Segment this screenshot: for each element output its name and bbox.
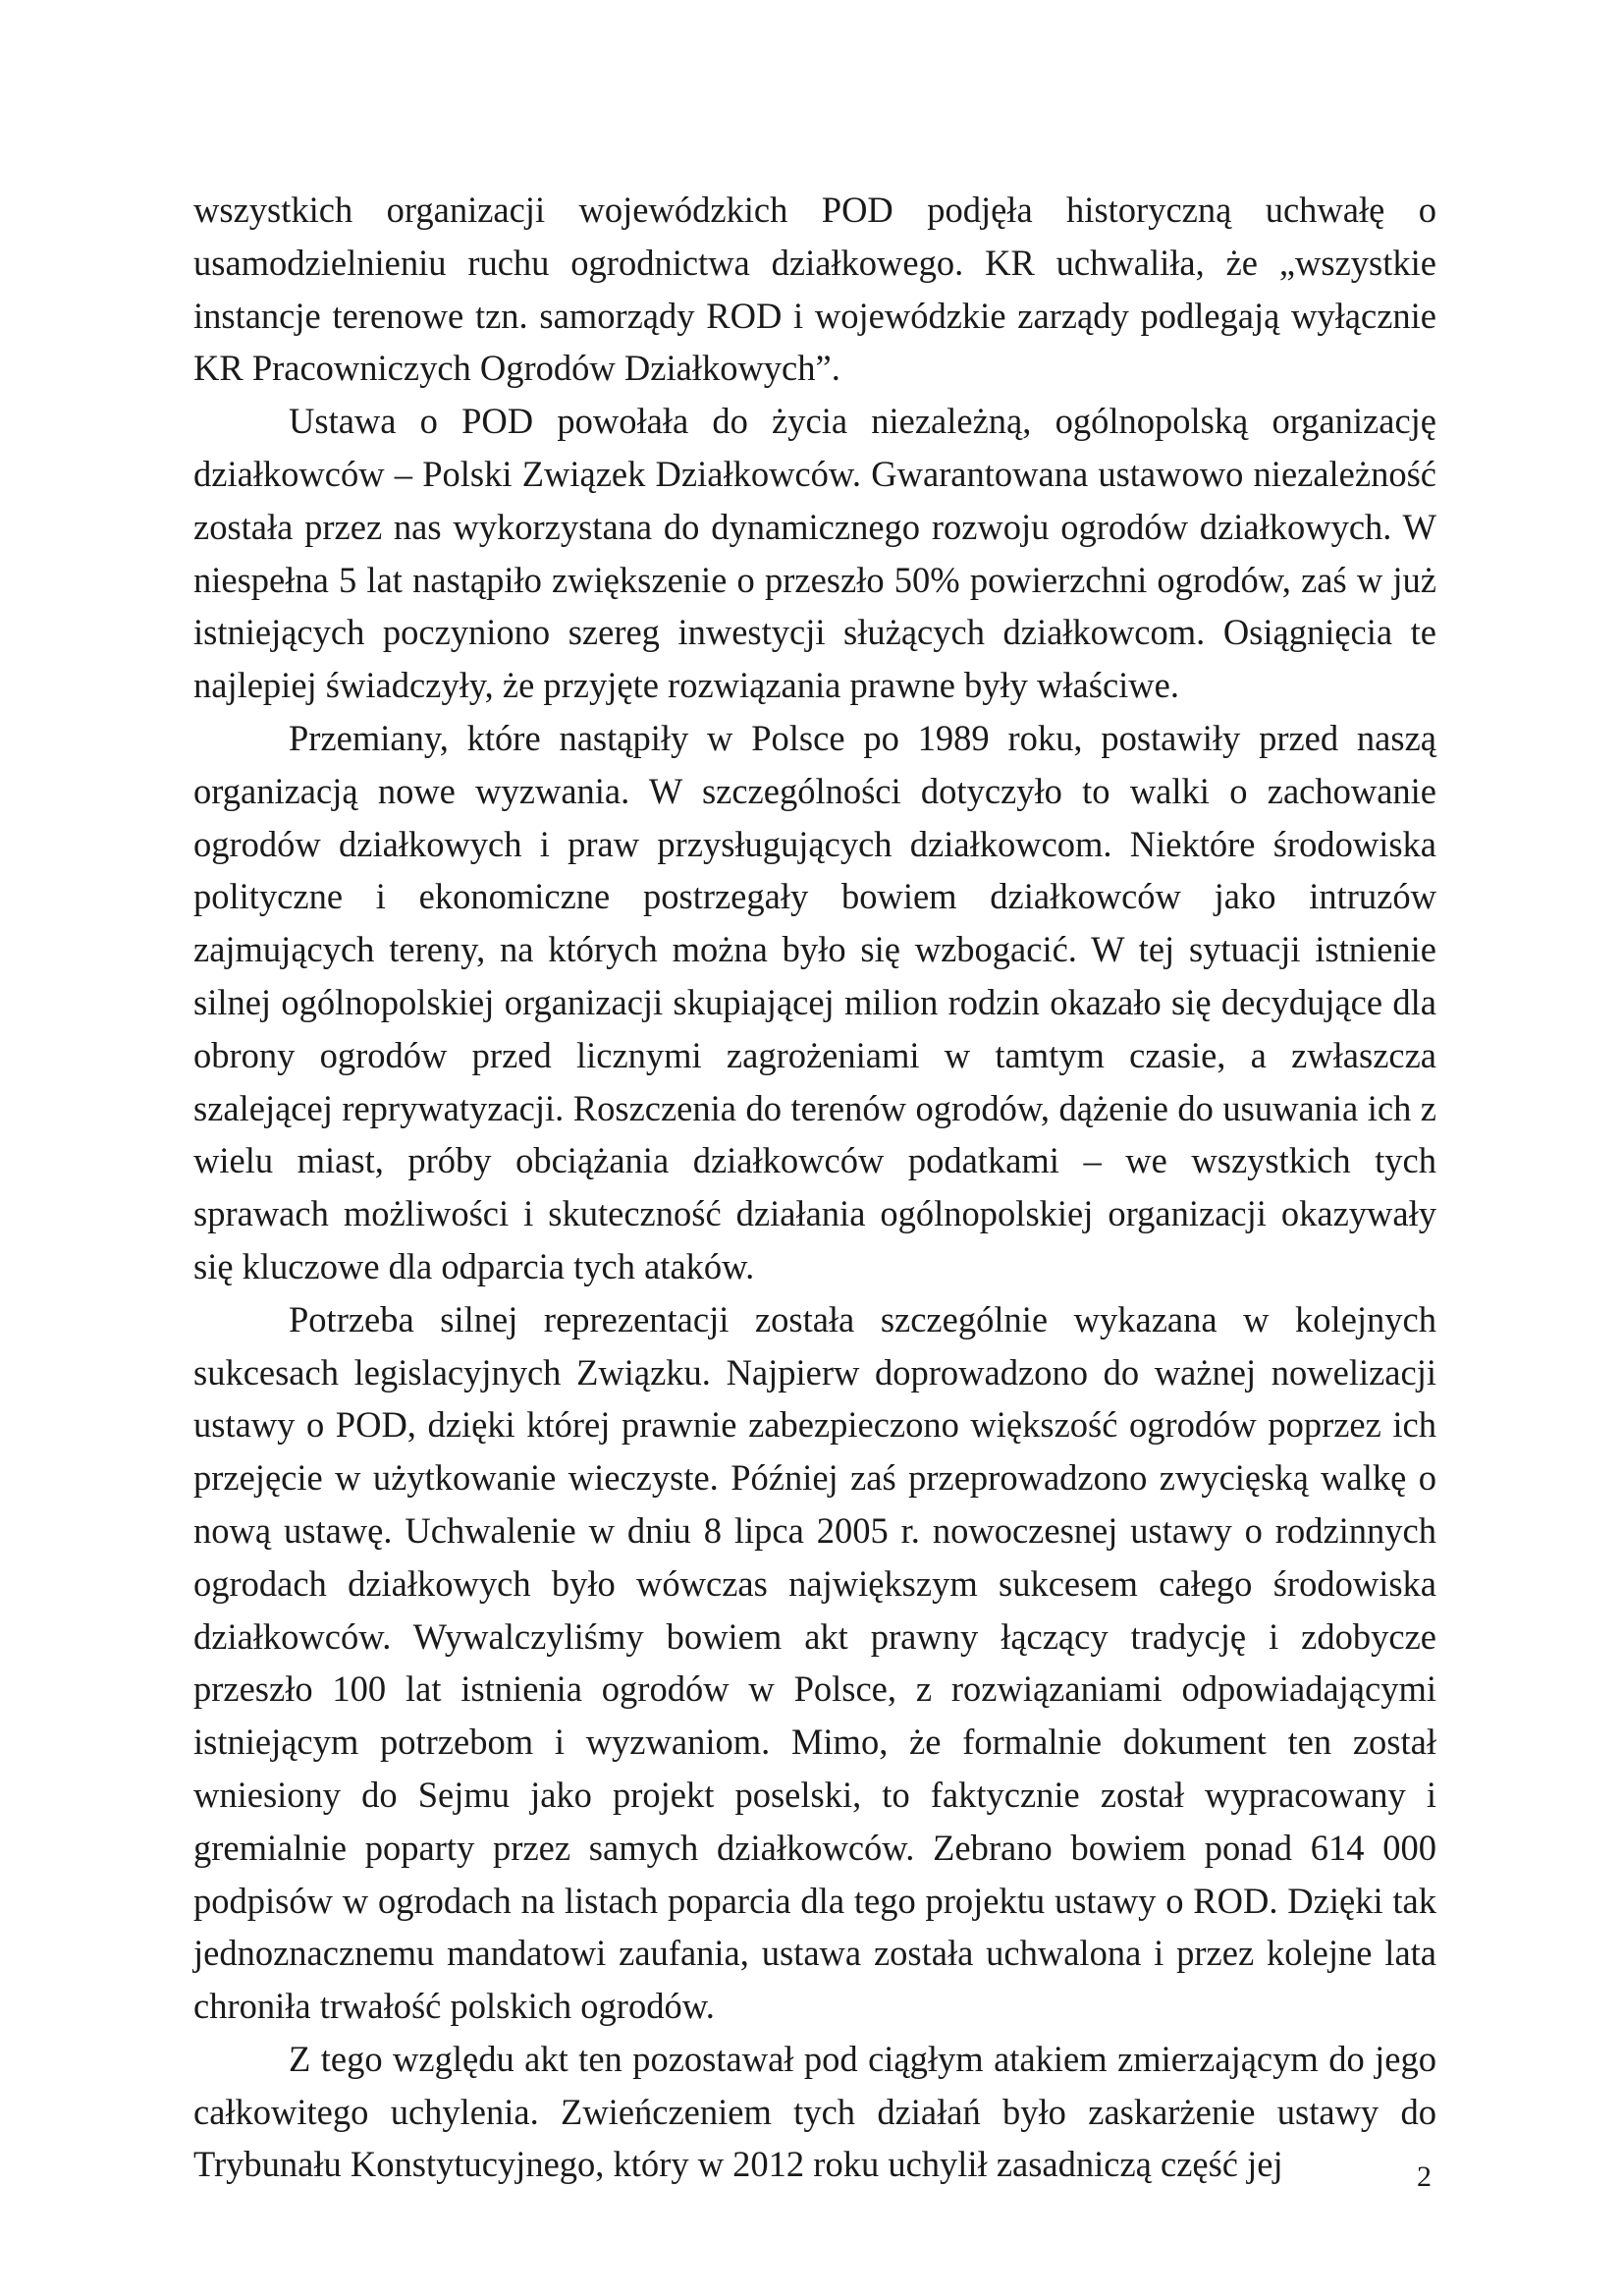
- paragraph-5: Z tego względu akt ten pozostawał pod ciągłym atakiem zmierzającym do jego całkowitego uchylenia. Zwieńczeniem tych działań było zaskarżenie ustawy do Trybunału Konstytucyjnego, który w 2012 roku uchylił zasadniczą część jej: [193, 2038, 1436, 2185]
- page-number: 2: [1417, 2160, 1432, 2193]
- paragraph-2: Ustawa o POD powołała do życia niezależną, ogólnopolską organizację działkowców – Polski Związek Działkowców. Gwarantowana ustawowo niezależność została przez nas wykorzystana do dynamicznego rozwoju ogrodów działkowych. W niespełna 5 lat nastąpiło zwiększenie o przeszło 50% powierzchni ogrodów, zaś w już istniejących poczyniono szereg inwestycji służących działkowcom. Osiągnięcia te najlepiej świadczyły, że przyjęte rozwiązania prawne były właściwe.: [193, 401, 1436, 706]
- paragraph-1: wszystkich organizacji wojewódzkich POD podjęła historyczną uchwałę o usamodzielnieniu ruchu ogrodnictwa działkowego. KR uchwaliła, że „wszystkie instancje terenowe tzn. samorządy ROD i wojewódzkie zarządy podlegają wyłącznie KR Pracowniczych Ogrodów Działkowych”.: [193, 190, 1436, 389]
- paragraph-4: Potrzeba silnej reprezentacji została szczególnie wykazana w kolejnych sukcesach legislacyjnych Związku. Najpierw doprowadzono do ważnej nowelizacji ustawy o POD, dzięki której prawnie zabezpieczono większość ogrodów poprzez ich przejęcie w użytkowanie wieczyste. Później zaś przeprowadzono zwycięską walkę o nową ustawę. Uchwalenie w dniu 8 lipca 2005 r. nowoczesnej ustawy o rodzinnych ogrodach działkowych było wówczas największym sukcesem całego środowiska działkowców. Wywalczyliśmy bowiem akt prawny łączący tradycję i zdobycze przeszło 100 lat istnienia ogrodów w Polsce, z rozwiązaniami odpowiadającymi istniejącym potrzebom i wyzwaniom. Mimo, że formalnie dokument ten został wniesiony do Sejmu jako projekt poselski, to faktycznie został wypracowany i gremialnie poparty przez samych działkowców. Zebrano bowiem ponad 614 000 podpisów w ogrodach na listach poparcia dla tego projektu ustawy o ROD. Dzięki tak jednoznacznemu mandatowi zaufania, ustawa została uchwalona i przez kolejne lata chroniła trwałość polskich ogrodów.: [193, 1298, 1436, 2027]
- paragraph-3: Przemiany, które nastąpiły w Polsce po 1989 roku, postawiły przed naszą organizacją nowe wyzwania. W szczególności dotyczyło to walki o zachowanie ogrodów działkowych i praw przysługujących działkowcom. Niektóre środowiska polityczne i ekonomiczne postrzegały bowiem działkowców jako intruzów zajmujących tereny, na których można było się wzbogacić. W tej sytuacji istnienie silnej ogólnopolskiej organizacji skupiającej milion rodzin okazało się decydujące dla obrony ogrodów przed licznymi zagrożeniami w tamtym czasie, a zwłaszcza szalejącej reprywatyzacji. Roszczenia do terenów ogrodów, dążenie do usuwania ich z wielu miast, próby obciążania działkowców podatkami – we wszystkich tych sprawach możliwości i skuteczność działania ogólnopolskiej organizacji okazywały się kluczowe dla odparcia tych ataków.: [193, 717, 1436, 1286]
- document-body: [193, 184, 1436, 2191]
